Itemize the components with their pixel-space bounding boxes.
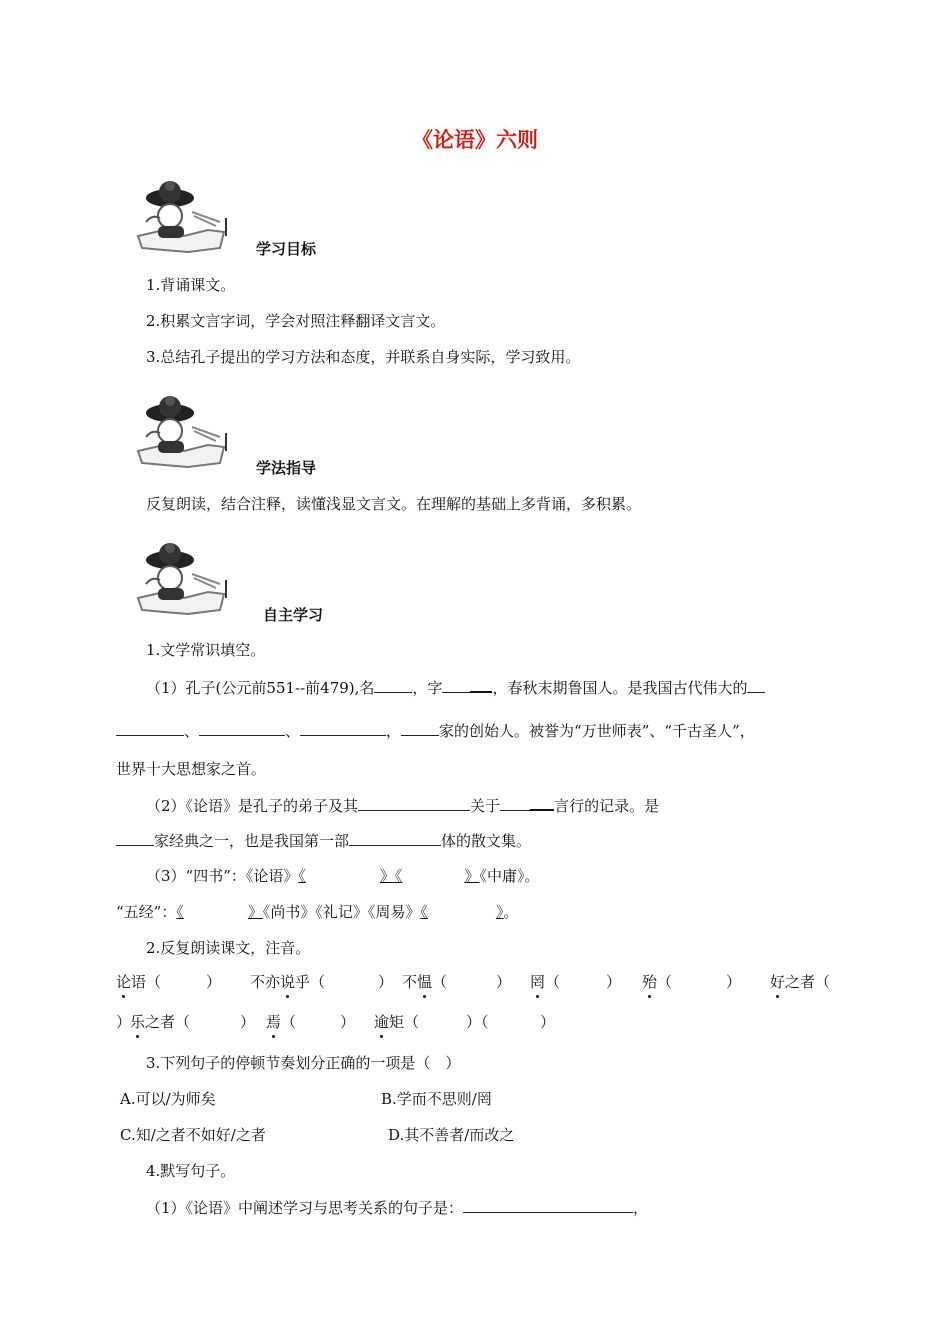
pinyin-item xyxy=(116,972,161,992)
pinyin-item xyxy=(374,1012,419,1032)
goal-item: 1.背诵课文。 xyxy=(146,276,236,294)
question-heading: 4.默写句子。 xyxy=(146,1162,236,1180)
answer-blank[interactable] xyxy=(401,720,439,736)
answer-blank[interactable] xyxy=(300,720,386,736)
paren-close: ） xyxy=(496,973,512,991)
answer-blank[interactable] xyxy=(298,867,395,885)
scholar-reading-icon xyxy=(134,172,230,256)
question-text: 言行的记录。是 xyxy=(554,797,660,815)
answer-blank[interactable] xyxy=(358,795,470,811)
question-text: （3）“四书”：《论语》 xyxy=(146,867,299,885)
question-text: 体的散文集。 xyxy=(441,832,532,850)
fill-line xyxy=(146,676,765,698)
dotted-char: 愠 xyxy=(417,973,433,991)
question-text: 关于 xyxy=(470,797,501,815)
paren-close: ） xyxy=(606,973,622,991)
answer-blank[interactable] xyxy=(530,794,554,811)
item-text: 语（ xyxy=(131,973,162,991)
option-a[interactable]: A.可以/为师矣 xyxy=(120,1090,216,1108)
item-text: （ xyxy=(432,973,448,991)
method-text: 反复朗读，结合注释，读懂浅显文言文。在理解的基础上多背诵，多积累。 xyxy=(146,495,642,513)
bracket: 》 xyxy=(247,903,263,921)
answer-blank[interactable] xyxy=(176,903,263,921)
dotted-char: 焉 xyxy=(266,1013,282,1031)
question-text: ， xyxy=(633,1199,649,1217)
question-text: （2）《论语》是孔子的弟子及其 xyxy=(146,797,359,815)
dotted-char: 乐 xyxy=(130,1013,146,1031)
goal-item: 3.总结孔子提出的学习方法和态度，并联系自身实际，学习致用。 xyxy=(146,348,581,366)
question-text: 世界十大思想家之首。 xyxy=(116,760,267,778)
dotted-char: 逾 xyxy=(374,1013,390,1031)
section-heading-goals: 学习目标 xyxy=(256,240,317,258)
paren-close: ） xyxy=(340,1013,356,1031)
bracket: 《 xyxy=(298,867,306,885)
fill-line xyxy=(146,866,539,886)
dotted-char: 说 xyxy=(280,973,296,991)
question-text: ，春秋末期鲁国人。是我国古代伟大的 xyxy=(492,679,748,697)
dotted-char: 殆 xyxy=(642,973,658,991)
answer-blank[interactable] xyxy=(116,830,154,846)
pinyin-item xyxy=(130,1012,190,1032)
bracket: 》 xyxy=(379,867,395,885)
dotted-char: 罔 xyxy=(530,973,546,991)
fill-line xyxy=(116,902,518,922)
item-text: 不 xyxy=(402,973,418,991)
item-text: 矩（ xyxy=(389,1013,420,1031)
item-text: 之者（ xyxy=(145,1013,191,1031)
question-text: 《中庸》。 xyxy=(479,867,540,885)
option-c[interactable]: C.知/之者不如好/之者 xyxy=(120,1126,266,1144)
pinyin-item xyxy=(530,972,560,992)
item-text: 乎（ xyxy=(295,973,326,991)
fill-line xyxy=(146,1197,648,1218)
goal-item: 2.积累文言字词，学会对照注释翻译文言文。 xyxy=(146,312,446,330)
answer-blank[interactable] xyxy=(199,720,285,736)
question-heading: 3.下列句子的停顿节奏划分正确的一项是（ ） xyxy=(146,1054,461,1072)
dotted-char: 论 xyxy=(116,973,132,991)
bracket: 《 xyxy=(176,903,184,921)
paren-close: ） xyxy=(116,1013,132,1031)
pinyin-item xyxy=(266,1012,296,1032)
question-text: 家经典之一，也是我国第一部 xyxy=(154,832,350,850)
question-heading: 1.文学常识填空。 xyxy=(146,641,266,659)
answer-blank[interactable] xyxy=(470,676,492,693)
answer-blank[interactable] xyxy=(116,720,184,736)
question-text: 、 xyxy=(285,722,301,740)
fill-line xyxy=(116,830,531,851)
item-text: （ xyxy=(281,1013,297,1031)
bracket: 《 xyxy=(420,903,428,921)
question-text: 《尚书》《礼记》《周易》 xyxy=(262,903,421,921)
question-text: ， xyxy=(386,722,402,740)
item-text: 不亦 xyxy=(250,973,281,991)
question-text: （1）孔子(公元前551--前479),名 xyxy=(146,679,375,697)
fill-line xyxy=(146,794,659,816)
paren-pair: ）（ xyxy=(466,1013,489,1031)
bracket: 》 xyxy=(495,903,504,921)
pinyin-item xyxy=(250,972,325,992)
paren-close: ） xyxy=(240,1013,256,1031)
scholar-reading-icon xyxy=(134,534,230,618)
item-text: （ xyxy=(657,973,673,991)
paren-close: ） xyxy=(378,973,394,991)
question-text: ，字 xyxy=(412,679,443,697)
pinyin-item xyxy=(402,972,447,992)
pinyin-item xyxy=(642,972,672,992)
dotted-char: 好 xyxy=(770,973,786,991)
answer-blank[interactable] xyxy=(395,867,480,885)
section-heading-self-study: 自主学习 xyxy=(263,606,324,624)
fill-line xyxy=(116,720,755,741)
answer-blank[interactable] xyxy=(442,677,470,693)
question-text: “五经”： xyxy=(116,903,177,921)
paren-close: ） xyxy=(726,973,742,991)
answer-blank[interactable] xyxy=(463,1197,633,1213)
item-text: （ xyxy=(545,973,561,991)
page-title: 《论语》六则 xyxy=(412,128,538,152)
paren-close: ） xyxy=(540,1013,556,1031)
answer-blank[interactable] xyxy=(500,795,530,811)
section-heading-method: 学法指导 xyxy=(256,459,317,477)
paren-close: ） xyxy=(206,973,222,991)
scholar-reading-icon xyxy=(134,387,230,471)
bracket: 》 xyxy=(464,867,480,885)
question-text: 、 xyxy=(184,722,200,740)
answer-blank[interactable] xyxy=(374,677,412,693)
answer-blank[interactable] xyxy=(349,830,441,846)
answer-blank[interactable] xyxy=(420,903,503,921)
option-d[interactable]: D.其不善者/而改之 xyxy=(388,1126,515,1144)
option-b[interactable]: B.学而不思则/罔 xyxy=(381,1090,492,1108)
answer-blank[interactable] xyxy=(747,677,765,693)
bracket: 《 xyxy=(394,867,403,885)
question-text: 家的创始人。被誉为“万世师表”、“千古圣人”， xyxy=(439,722,755,740)
item-text: 之者（ xyxy=(785,973,831,991)
question-text: 。 xyxy=(503,903,519,921)
question-text: （1）《论语》中阐述学习与思考关系的句子是： xyxy=(146,1199,464,1217)
question-heading: 2.反复朗读课文，注音。 xyxy=(146,939,311,957)
pinyin-item xyxy=(770,972,830,992)
